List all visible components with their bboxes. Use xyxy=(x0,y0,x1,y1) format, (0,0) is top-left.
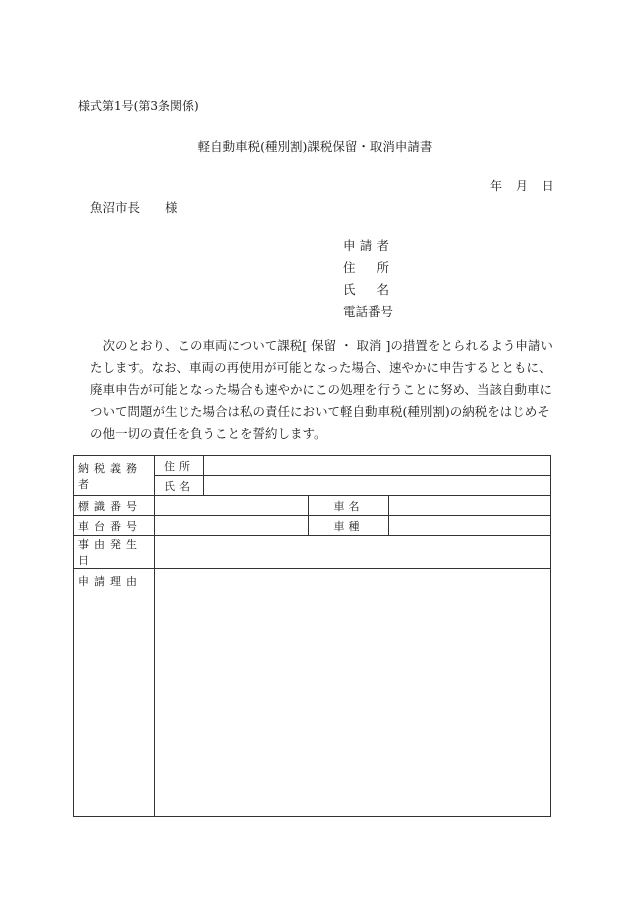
vehicle-type-field[interactable] xyxy=(389,516,551,536)
applicant-name-label: 氏名 xyxy=(343,282,389,297)
vehicle-type-label: 車種 xyxy=(309,516,389,536)
plate-number-field[interactable] xyxy=(155,496,309,516)
applicant-address-label: 住所 xyxy=(343,260,389,275)
taxpayer-name-label: 氏名 xyxy=(155,476,204,496)
vehicle-name-field[interactable] xyxy=(389,496,551,516)
reason-field[interactable] xyxy=(155,569,551,817)
applicant-block xyxy=(343,235,394,323)
taxpayer-address-label: 住所 xyxy=(155,456,204,476)
applicant-address-row xyxy=(343,257,389,279)
document-title: 軽自動車税(種別割)課税保留・取消申請書 xyxy=(197,139,433,154)
application-form-table xyxy=(73,455,551,817)
taxpayer-name-field[interactable] xyxy=(204,476,551,496)
date-line: 年 月 日 xyxy=(490,179,554,193)
declaration-text: 次のとおり、この車両について課税[ 保留 ・ 取消 ]の措置をとられるよう申請いたします。なお、車両の再使用が可能となった場合、速やかに申告するとともに、廃車申告が可能となった場合も速やかにこの処理を行うことに努め、当該自動車について問題が生じた場合は私の責任において軽自動車税(種別割)の納税をはじめその他一切の責任を負うことを誓約します。 xyxy=(90,338,553,441)
reason-label: 申請理由 xyxy=(74,569,155,817)
applicant-phone-row xyxy=(343,301,394,323)
event-date-label: 事由発生日 xyxy=(74,536,155,569)
applicant-name-row xyxy=(343,279,389,301)
taxpayer-address-field[interactable] xyxy=(204,456,551,476)
chassis-number-label: 車台番号 xyxy=(74,516,155,536)
event-date-field[interactable] xyxy=(155,536,551,569)
chassis-number-field[interactable] xyxy=(155,516,309,536)
applicant-label: 申請者 xyxy=(343,238,389,253)
applicant-row xyxy=(343,235,389,257)
plate-number-label: 標識番号 xyxy=(74,496,155,516)
form-number: 様式第1号(第3条関係) xyxy=(78,99,199,113)
vehicle-name-label: 車名 xyxy=(309,496,389,516)
applicant-phone-label: 電話番号 xyxy=(343,304,394,319)
addressee: 魚沼市長 様 xyxy=(90,200,178,215)
taxpayer-label: 納税義務者 xyxy=(74,456,155,496)
